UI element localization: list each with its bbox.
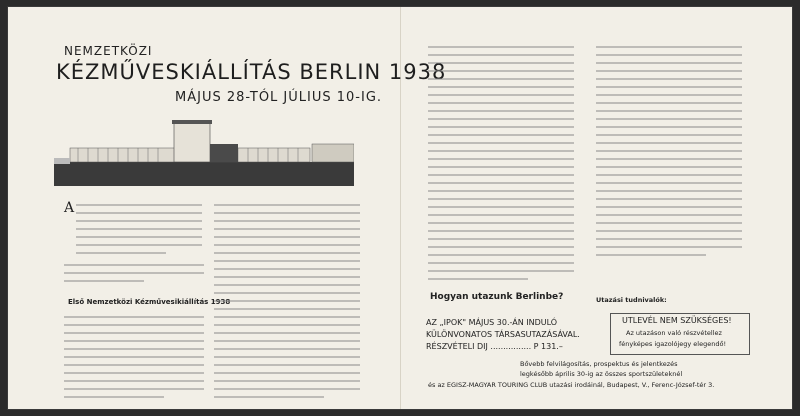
page-title: KÉZMŰVESKIÁLLÍTÁS BERLIN 1938 [56, 60, 447, 84]
passport-notice-2: Az utazáson való részvétellez [626, 329, 722, 337]
train-offer-line-2: KÜLÖNVONATOS TÁRSASUTAZÁSÁVAL. [426, 330, 580, 339]
text-column-4 [596, 44, 746, 264]
travel-question: Hogyan utazunk Berlinbe? [430, 292, 564, 302]
footer-info-1: Bővebb felvilágosítás, prospektus és jelentkezés [520, 360, 678, 368]
train-offer-price: RÉSZVÉTELI DIJ ................ P 131.– [426, 342, 563, 351]
footer-info-3: és az EGISZ-MAGYAR TOURING CLUB utazási irodáinál, Budapest, V., Ferenc-József-tér 3. [428, 381, 715, 389]
text-column-1a [76, 202, 206, 258]
footer-info-2: legkésőbb április 30-ig az összes sportszületeknél [520, 370, 683, 378]
passport-notice-1: UTLEVÉL NEM SZÜKSÉGES! [622, 316, 732, 325]
drop-cap: A [64, 200, 75, 216]
exhibition-dates: MÁJUS 28-TÓL JÚLIUS 10-IG. [175, 90, 383, 105]
passport-notice-3: fényképes igazolójegy elegendő! [619, 340, 727, 348]
exhibition-hall-illustration [54, 114, 354, 186]
travel-info-label: Utazási tudnivalók: [596, 296, 667, 304]
text-column-1c [64, 314, 209, 404]
text-column-1b [64, 262, 209, 282]
section-heading: Első Nemzetközi Kézművesikiállítás 1938 [68, 298, 231, 306]
text-column-3 [428, 44, 578, 284]
title-over: NEMZETKÖZI [64, 44, 153, 58]
text-column-2 [214, 202, 364, 402]
train-offer-line-1: AZ „IPOK" MÁJUS 30.-ÁN INDULÓ [426, 318, 558, 327]
